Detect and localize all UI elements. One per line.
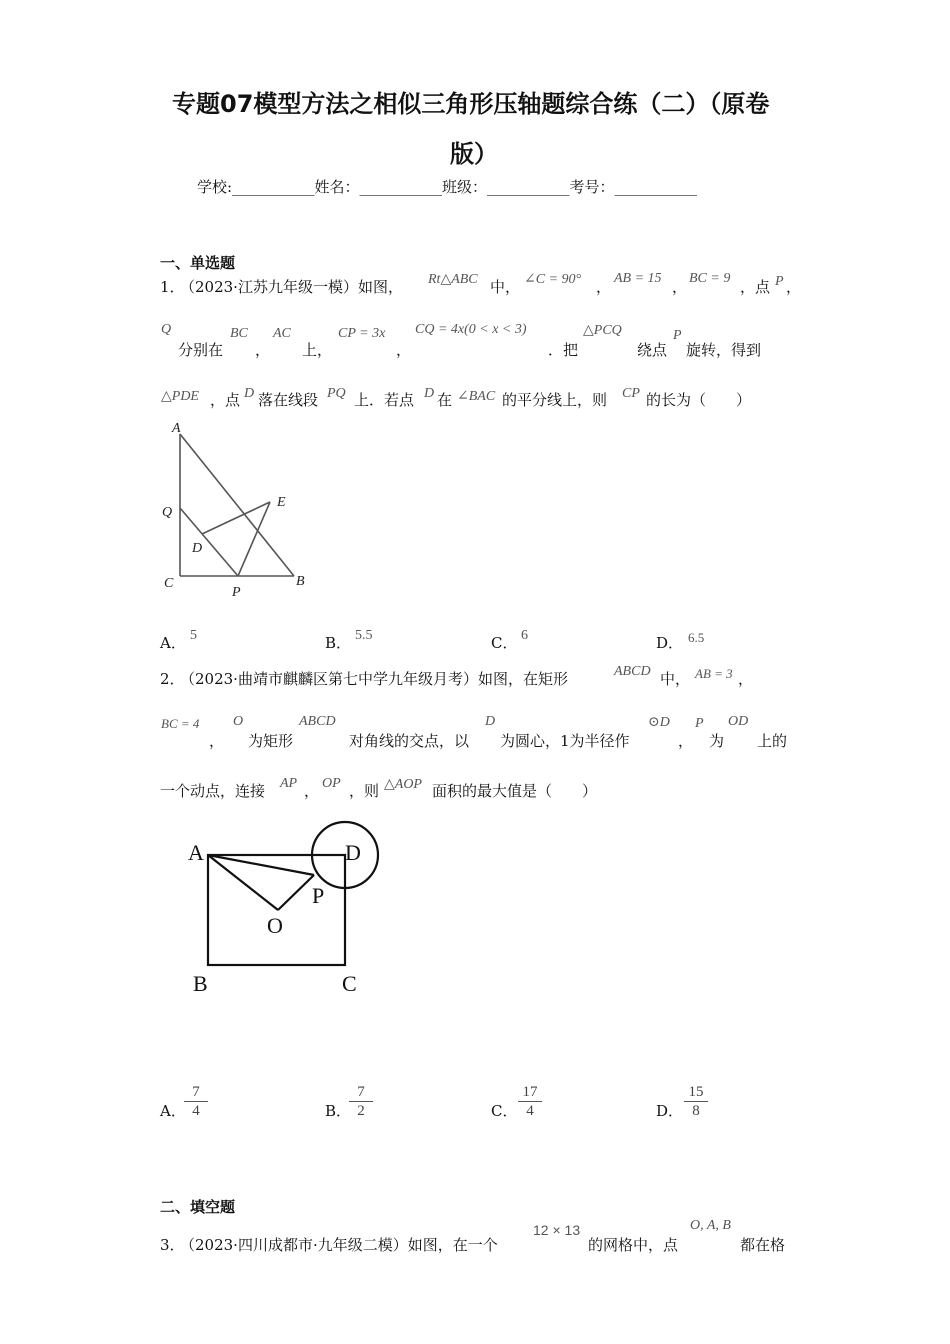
q1-math-cp: CP = 3x [338,326,386,341]
q1-text: 绕点 [637,341,668,359]
q2-math-ap: AP [280,776,298,791]
q2-rectangle-figure [180,815,400,1005]
q1-text: 上．若点 [354,391,415,409]
q1-option-a-value: 5 [190,628,197,643]
q2-option-a-label[interactable]: A． [160,1102,186,1120]
q1-text: 旋转，得到 [686,341,762,359]
q1-math-p2: P [673,328,682,343]
segment-op [278,875,314,910]
q1-math-pde: △PDE [161,389,199,404]
q2-text: ， [738,670,754,688]
q2-text: 为 [709,732,725,750]
q1-math-angle-c: ∠C = 90° [524,272,582,287]
label-c: C [342,971,357,996]
q1-text: ，点 [740,278,771,296]
label-d: D [345,840,361,865]
label-a: A [172,421,181,436]
segment-de [202,502,270,534]
q1-triangle-figure [150,412,330,612]
q2-text: ， [209,732,225,750]
q2-option-b-label[interactable]: B． [325,1102,352,1120]
q1-text: ， [596,278,612,296]
label-d: D [192,541,203,556]
q2-option-a-fraction [184,1083,208,1120]
q1-math-rt-abc: Rt△ABC [428,272,478,287]
q1-option-a-label[interactable]: A． [160,634,186,652]
q1-text: 落在线段 [258,391,319,409]
q2-text: 为矩形 [248,732,294,750]
q1-math-ac: AC [273,326,291,341]
label-c: C [164,576,174,591]
q2-option-b-fraction [349,1083,373,1120]
q2-text: 对角线的交点，以 [349,732,470,750]
denominator: 2 [357,1103,365,1119]
label-q: Q [162,505,173,520]
q2-math-d: D [485,714,496,729]
q2-math-od: OD [728,714,749,729]
q3-source: （2023·四川成都市·九年级二模）如图，在一个 [180,1236,498,1254]
q3-math-grid: 12 × 13 [533,1222,581,1238]
q1-option-b-value: 5.5 [355,628,373,643]
section-heading-fill-in: 二、填空题 [160,1198,236,1216]
q1-option-d-value: 6.5 [688,630,705,645]
q2-math-p: P [695,716,704,731]
q2-text: ， [678,732,694,750]
q2-source: （2023·曲靖市麒麟区第七中学九年级月考）如图，在矩形 [180,670,568,688]
q2-option-c-label[interactable]: C． [491,1102,518,1120]
q1-text: 在 [437,391,453,409]
q1-text: 的长为（ ） [646,391,752,409]
label-a: A [188,840,204,865]
q1-math-p: P [775,274,784,289]
q1-math-bc: BC = 9 [689,271,731,286]
q1-option-c-value: 6 [521,628,528,643]
q1-option-d-label[interactable]: D． [656,634,684,652]
q2-math-abcd2: ABCD [299,714,336,729]
q1-text: 上， [302,341,333,359]
q2-option-c-fraction [518,1083,542,1120]
q1-text: 分别在 [178,341,224,359]
denominator: 4 [192,1103,200,1119]
q2-math-bc: BC = 4 [161,716,200,731]
label-b: B [296,574,305,589]
q1-math-cq: CQ = 4x(0 < x < 3) [415,322,527,337]
label-b: B [193,971,208,996]
q2-math-aop: △AOP [384,777,422,792]
denominator: 4 [526,1103,534,1119]
numerator: 7 [184,1083,208,1102]
q1-option-c-label[interactable]: C． [491,634,518,652]
numerator: 15 [684,1083,708,1102]
q1-math-bc2: BC [230,326,248,341]
q1-number: 1． [160,278,185,296]
page-title-cont: 版） [450,140,498,168]
q1-text: 的平分线上，则 [502,391,608,409]
q1-math-q: Q [161,322,172,337]
q3-text: 都在格 [740,1236,786,1254]
q3-text: 的网格中，点 [588,1236,679,1254]
q2-math-circle-d: ⊙D [648,715,670,730]
q2-math-o: O [233,714,244,729]
segment-ao [208,855,278,910]
q3-number: 3． [160,1236,185,1254]
q1-text: 中， [490,278,521,296]
label-p: P [312,883,325,908]
q1-text: ， [786,278,802,296]
label-o: O [267,913,283,938]
q1-text: ， [396,341,412,359]
q1-text: ， [255,341,271,359]
q1-math-pq: PQ [327,386,346,401]
numerator: 7 [349,1083,373,1102]
denominator: 8 [692,1103,700,1119]
numerator: 17 [518,1083,542,1102]
q1-source: （2023·江苏九年级一模）如图， [180,278,403,296]
q1-math-pcq: △PCQ [583,323,622,338]
q1-text: ．把 [548,341,579,359]
q1-option-b-label[interactable]: B． [325,634,352,652]
q1-math-d: D [244,386,255,401]
q1-text: ， [672,278,688,296]
q3-math-oab: O, A, B [690,1218,731,1233]
q2-option-d-label[interactable]: D． [656,1102,684,1120]
section-heading-single-choice: 一、单选题 [160,254,236,272]
q1-text: ，点 [210,391,241,409]
label-p: P [232,585,241,600]
q2-option-d-fraction [684,1083,708,1120]
q2-text: 面积的最大值是（ ） [432,782,598,800]
q2-math-abcd: ABCD [614,664,651,679]
q1-math-bac: ∠BAC [457,389,496,404]
q2-math-ab: AB = 3 [695,666,733,681]
q2-math-op: OP [322,776,341,791]
q2-text: 一个动点，连接 [160,782,266,800]
q2-number: 2． [160,670,185,688]
q2-text: 为圆心，1为半径作 [500,732,630,750]
q2-text: 上的 [757,732,788,750]
page-title: 专题07模型方法之相似三角形压轴题综合练（二）（原卷 [172,90,770,118]
q2-text: ， [304,782,320,800]
student-info-line: 学校:___________姓名：___________班级：___________考号：___________ [197,178,698,196]
q1-math-cp2: CP [622,386,640,401]
q2-text: 中， [660,670,691,688]
q2-text: ，则 [349,782,380,800]
q1-math-ab: AB = 15 [614,271,662,286]
segment-ap [208,855,314,875]
label-e: E [277,495,286,510]
segment-qp [180,508,238,576]
q1-math-d2: D [424,386,435,401]
